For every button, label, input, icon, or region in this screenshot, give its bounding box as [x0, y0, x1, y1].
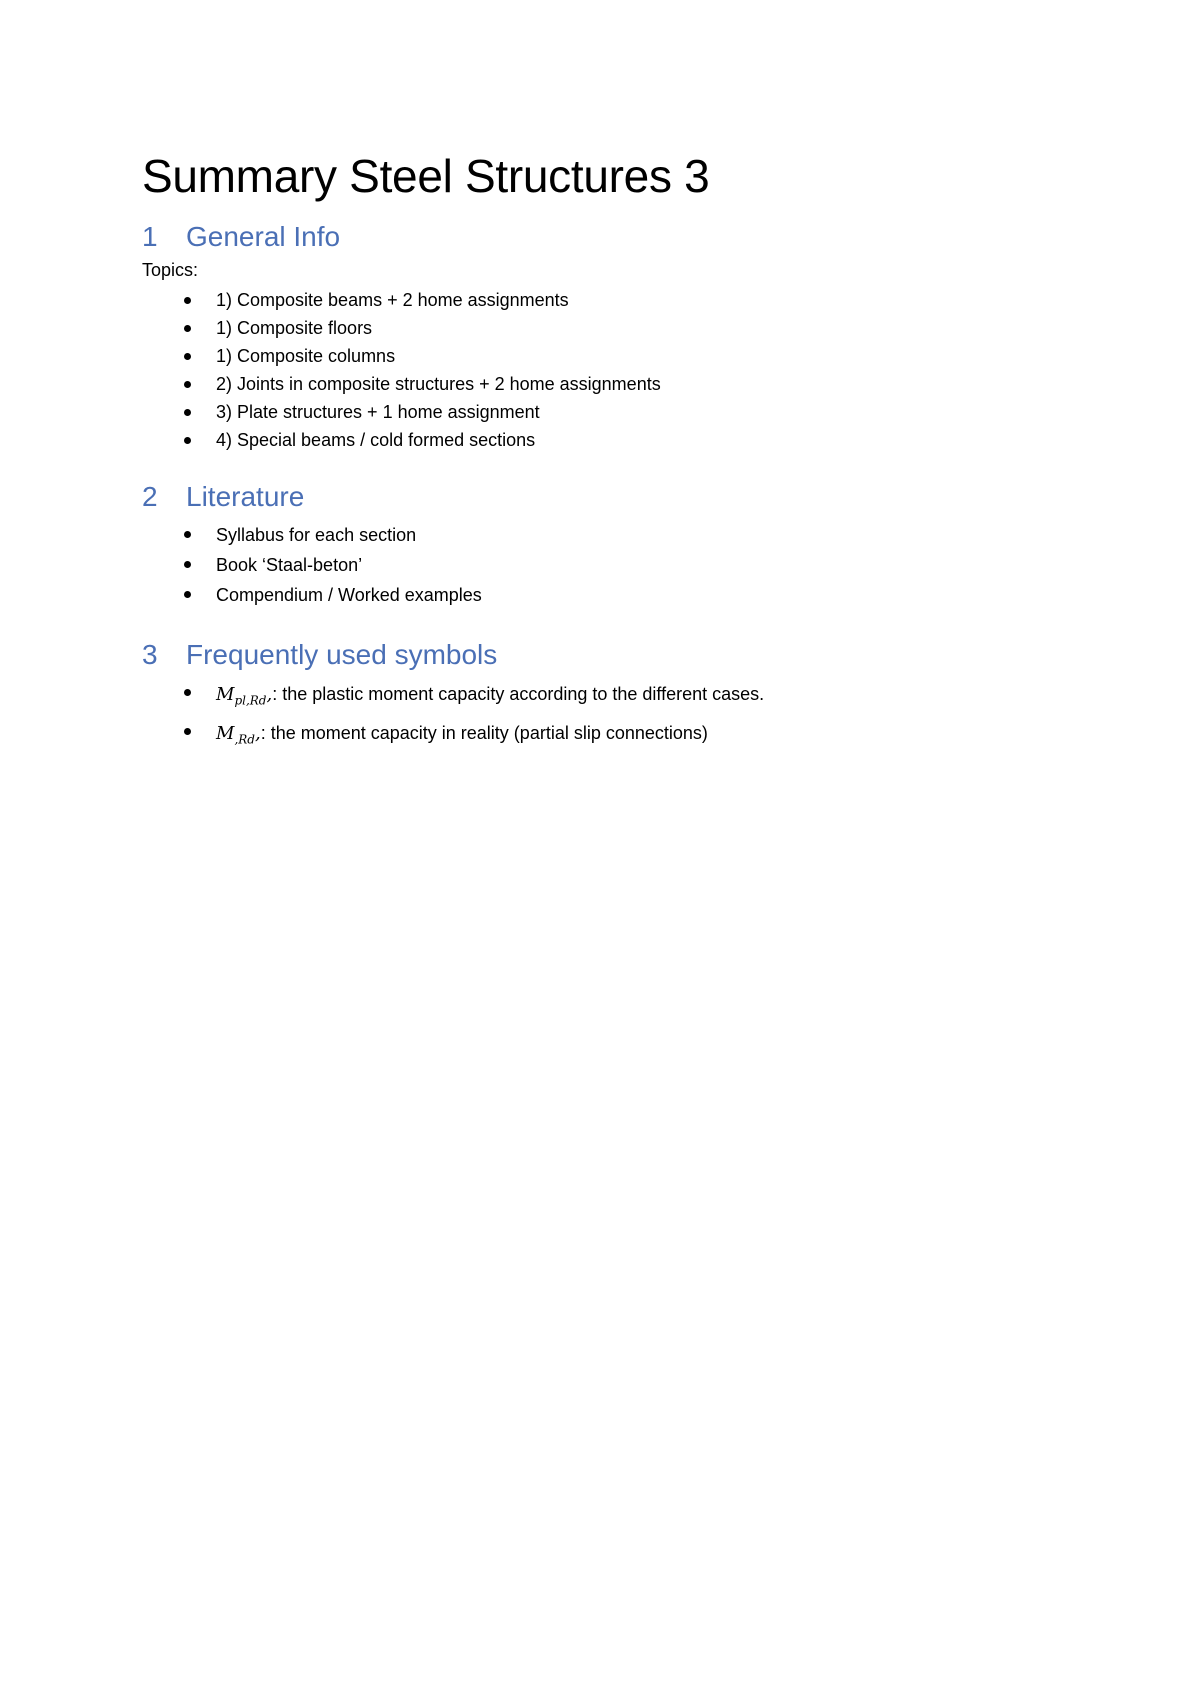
- list-item: [142, 370, 1082, 398]
- list-item: [142, 314, 1082, 342]
- section-heading-literature: [142, 480, 1082, 514]
- list-item-text: Syllabus for each section: [216, 525, 417, 545]
- math-symbol: [216, 722, 261, 747]
- list-item-text: Book ‘Staal-beton’: [216, 555, 363, 575]
- bullet-icon: [184, 591, 191, 598]
- list-item-text: Compendium / Worked examples: [216, 585, 482, 605]
- list-item: [142, 678, 1082, 717]
- bullet-icon: [184, 531, 191, 538]
- section-heading-symbols: [142, 638, 1082, 672]
- bullet-icon: [184, 409, 191, 416]
- math-symbol: [216, 684, 273, 708]
- section-heading-general-info: [142, 220, 1082, 254]
- list-item: [142, 398, 1082, 426]
- list-item: [142, 286, 1082, 314]
- section-number: 3: [142, 639, 158, 670]
- list-item-text: 4) Special beams / cold formed sections: [216, 430, 536, 450]
- topics-label: Topics:: [142, 260, 199, 280]
- symbol-subscript: ,Rd: [234, 732, 255, 747]
- list-item-text: : the plastic moment capacity according to the different cases.: [272, 684, 765, 704]
- bullet-icon: [184, 437, 191, 444]
- section-number: 1: [142, 221, 158, 252]
- list-item: [142, 580, 1082, 610]
- bullet-icon: [184, 353, 191, 360]
- symbol-trail: ,: [254, 722, 261, 744]
- list-item: [142, 426, 1082, 454]
- list-item-text: : the moment capacity in reality (partial slip connections): [260, 722, 708, 743]
- bullet-icon: [184, 561, 191, 568]
- list-item: [142, 717, 1082, 756]
- bullet-icon: [184, 689, 191, 696]
- topics-list: [142, 286, 1082, 454]
- symbol-letter: M: [216, 722, 235, 744]
- section-title: Literature: [186, 481, 305, 512]
- section-title: General Info: [186, 221, 341, 252]
- list-item-text: 1) Composite columns: [216, 346, 396, 366]
- symbol-letter: M: [216, 684, 235, 705]
- list-item: [142, 342, 1082, 370]
- list-item-text: 3) Plate structures + 1 home assignment: [216, 402, 540, 422]
- bullet-icon: [184, 325, 191, 332]
- symbol-trail: ,: [266, 684, 273, 705]
- section-number: 2: [142, 481, 158, 512]
- document-title: Summary Steel Structures 3: [142, 150, 710, 202]
- document-content: [142, 148, 1082, 755]
- symbols-list: [142, 678, 1082, 755]
- list-item-text: 1) Composite floors: [216, 318, 373, 338]
- symbol-subscript: pl,Rd: [234, 693, 267, 708]
- bullet-icon: [184, 297, 191, 304]
- bullet-icon: [184, 728, 191, 735]
- literature-list: [142, 520, 1082, 610]
- section-title: Frequently used symbols: [186, 639, 498, 670]
- list-item-text: 1) Composite beams + 2 home assignments: [216, 290, 569, 310]
- list-item: [142, 550, 1082, 580]
- bullet-icon: [184, 381, 191, 388]
- list-item-text: 2) Joints in composite structures + 2 home assignments: [216, 374, 661, 394]
- list-item: [142, 520, 1082, 550]
